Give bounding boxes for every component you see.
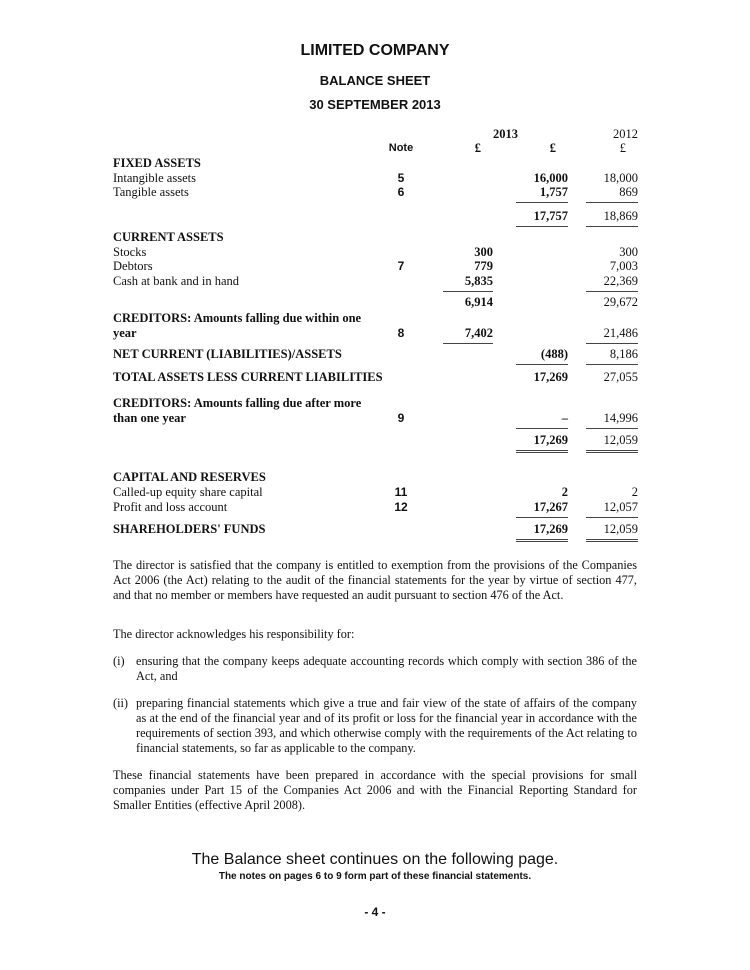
row-creditors-after	[113, 411, 638, 426]
value-2012: 12,057	[586, 500, 638, 518]
currency-c2: £	[549, 141, 556, 155]
label: Stocks	[113, 245, 147, 259]
note: 5	[397, 171, 405, 185]
row-stocks	[113, 245, 638, 260]
row-fixed-total	[113, 209, 638, 224]
continues-note: The Balance sheet continues on the following page.	[191, 851, 559, 868]
row-intangible	[113, 171, 638, 186]
row-share-capital	[113, 485, 638, 500]
value-2012: 18,000	[603, 171, 638, 185]
section-current-assets: CURRENT ASSETS	[113, 230, 224, 244]
note: 11	[394, 485, 408, 499]
note: 12	[394, 500, 408, 514]
row-net-total	[113, 433, 638, 448]
row-total-assets	[113, 370, 638, 385]
value-2013: 17,269	[516, 522, 568, 542]
label: Cash at bank and in hand	[113, 274, 240, 288]
header-units	[113, 141, 638, 156]
list-number: (i)	[113, 654, 125, 668]
exemption-paragraph: The director is satisfied that the company is entitled to exemption from the provisions of the Companies Act 2006 (the Act) relating to the audit of the financial statements for the year by virtue of section 477, and that no member or members have requested an audit pursuant to section 476 of the Act.	[113, 558, 637, 602]
section-capital: CAPITAL AND RESERVES	[113, 470, 266, 484]
section-fixed-assets: FIXED ASSETS	[113, 156, 201, 170]
label: Intangible assets	[113, 171, 196, 185]
label: than one year	[113, 411, 186, 425]
label: year	[113, 326, 137, 340]
note: 7	[397, 259, 405, 273]
year-current: 2013	[493, 127, 518, 141]
value-2012: 14,996	[586, 411, 638, 429]
label: Called-up equity share capital	[113, 485, 263, 499]
value-2013-sub: 300	[474, 245, 493, 259]
label: Debtors	[113, 259, 153, 273]
value-2012: 7,003	[609, 259, 638, 273]
year-prior: 2012	[613, 127, 638, 141]
row-tangible	[113, 185, 638, 200]
notes-reference: The notes on pages 6 to 9 form part of these financial statements.	[218, 871, 532, 882]
row-profit-loss	[113, 500, 638, 515]
value-2013-sub: 5,835	[443, 274, 493, 292]
header-years	[113, 127, 638, 142]
row-debtors	[113, 259, 638, 274]
row-creditors-within	[113, 326, 638, 341]
currency-c1: £	[474, 141, 481, 155]
row-current-total	[113, 295, 638, 310]
value-2013-sub: 779	[474, 259, 493, 273]
currency-c3: £	[619, 141, 626, 155]
note: 8	[397, 326, 405, 340]
value-2013: –	[516, 411, 568, 429]
value-2013: 17,269	[516, 433, 568, 453]
note-header: Note	[388, 142, 414, 154]
value-2012: 2	[631, 485, 638, 499]
label: SHAREHOLDERS' FUNDS	[113, 522, 266, 536]
value-2012: 27,055	[603, 370, 638, 384]
row-shareholders-funds	[113, 522, 638, 537]
value-2013: (488)	[516, 347, 568, 365]
value-2013: 2	[561, 485, 568, 499]
value-2012: 8,186	[586, 347, 638, 365]
document-title: BALANCE SHEET	[319, 73, 431, 88]
preparation-paragraph: These financial statements have been prepared in accordance with the special provisions for small companies under Part 15 of the Companies Act 2006 and with the Financial Reporting Standard for Smaller Entities (effective April 2008).	[113, 768, 637, 812]
list-number: (ii)	[113, 696, 129, 710]
label: CREDITORS: Amounts falling due after more	[113, 396, 362, 410]
value-2012: 869	[586, 185, 638, 203]
value-2013: 17,269	[533, 370, 568, 384]
company-title: LIMITED COMPANY	[300, 42, 450, 59]
list-text: preparing financial statements which give a true and fair view of the state of affairs of the company as at the end of the financial year and of its profit or loss for the financial year in accordance with the requirements of section 393, and which otherwise comply with the requirements of the Act relating to financial statements, so far as applicable to the company.	[136, 696, 637, 755]
value-2012: 29,672	[603, 295, 638, 309]
value-2013: 1,757	[516, 185, 568, 203]
label: CREDITORS: Amounts falling due within one	[113, 311, 362, 325]
label: TOTAL ASSETS LESS CURRENT LIABILITIES	[113, 370, 383, 384]
value-2012: 12,059	[586, 522, 638, 542]
note: 9	[397, 411, 405, 425]
label: Profit and loss account	[113, 500, 228, 514]
value-2013: 17,267	[516, 500, 568, 518]
label: NET CURRENT (LIABILITIES)/ASSETS	[113, 347, 342, 361]
value-2013: 16,000	[533, 171, 568, 185]
page-number: - 4 -	[364, 905, 386, 919]
note: 6	[397, 185, 405, 199]
document-date: 30 SEPTEMBER 2013	[309, 97, 441, 112]
value-2013: 17,757	[516, 209, 568, 227]
responsibility-paragraph: The director acknowledges his responsibility for:	[113, 627, 355, 641]
row-net-current	[113, 347, 638, 362]
value-2012: 18,869	[586, 209, 638, 227]
value-2012: 22,369	[586, 274, 638, 292]
value-2012: 12,059	[586, 433, 638, 453]
value-2013-sub: 6,914	[464, 295, 493, 309]
value-2012: 300	[619, 245, 638, 259]
value-2012: 21,486	[586, 326, 638, 344]
list-text: ensuring that the company keeps adequate accounting records which comply with section 386 of the Act, and	[136, 654, 637, 683]
row-cash	[113, 274, 638, 289]
value-2013-sub: 7,402	[443, 326, 493, 344]
label: Tangible assets	[113, 185, 189, 199]
